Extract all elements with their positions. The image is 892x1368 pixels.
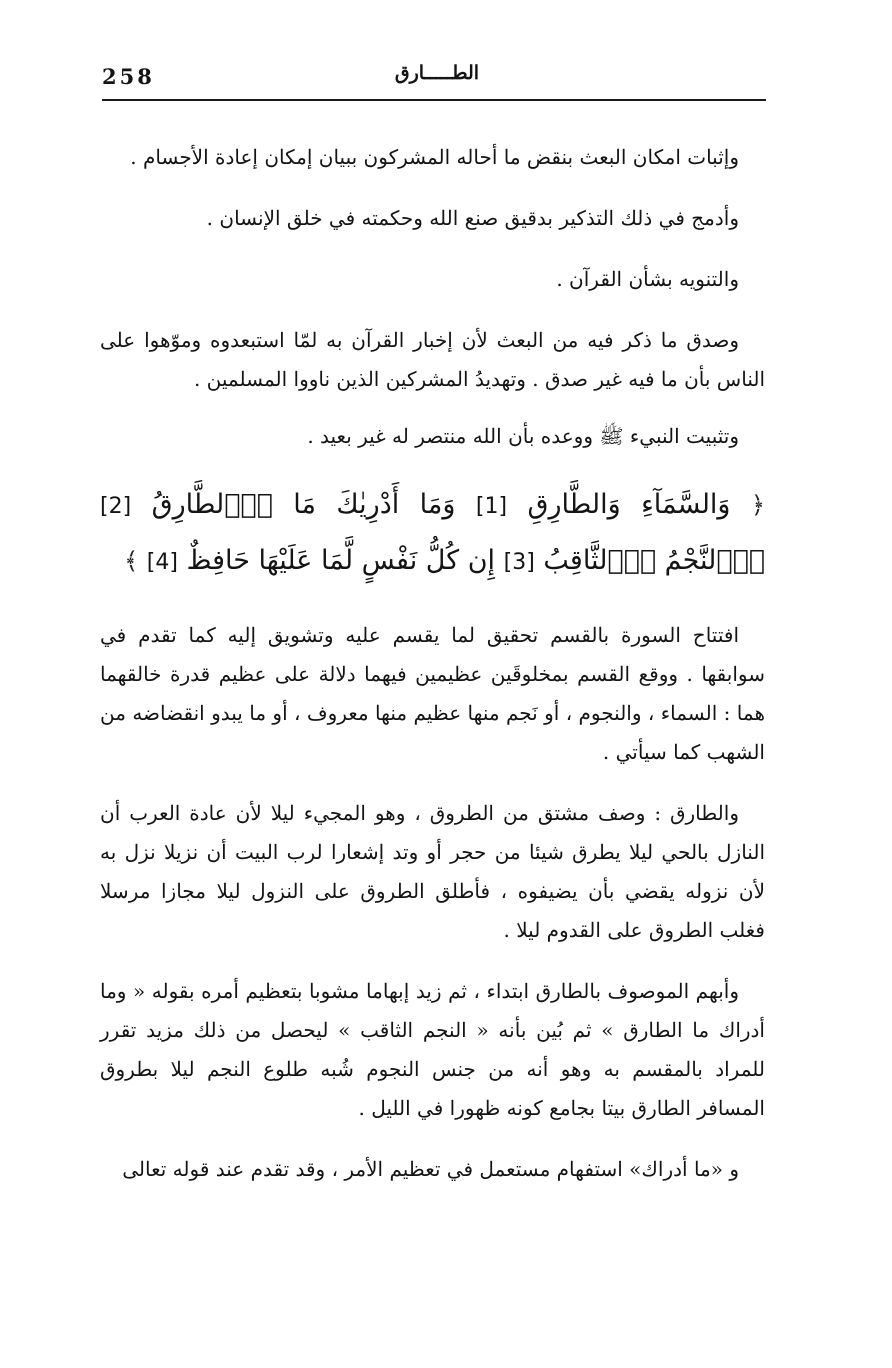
verse-text: إِن كُلُّ نَفْسٍ لَّمَا عَلَيْهَا حَافِظٌ xyxy=(186,545,496,576)
verse-number: [1] xyxy=(475,494,508,519)
intro-paragraph: وإثبات امكان البعث بنقض ما أحاله المشركون ببيان إمكان إعادة الأجسام . xyxy=(130,145,739,169)
page-body xyxy=(100,138,765,1189)
page-number: 258 xyxy=(102,64,155,89)
commentary-paragraph: افتتاح السورة بالقسم تحقيق لما يقسم عليه وتشويق إليه كما تقدم في سوابقها . ووقع القسم بمخلوقَين عظيمين فيهما دلالة على عظيم قدرة خالقهما هما : السماء ، والنجوم ، أو نَجم منها عظيم منها معروف ، أو ما يبدو انقضاضه من الشهب كما سيأتي . xyxy=(100,623,765,764)
verse-number: [4] xyxy=(146,550,178,575)
verse-number: [3] xyxy=(503,550,535,575)
intro-paragraph: وتثبيت النبيء ﷺ ووعده بأن الله منتصر له غير بعيد . xyxy=(307,424,739,448)
page-header xyxy=(102,58,766,96)
quran-verse-block xyxy=(100,478,765,590)
verse-open-ornament: ﴿ xyxy=(750,491,765,519)
intro-paragraph: وأدمج في ذلك التذكير بدقيق صنع الله وحكمته في خلق الإنسان . xyxy=(206,206,739,230)
verse-text: وَالسَّمَآءِ وَالطَّارِقِ xyxy=(527,489,731,520)
verse-number: [2] xyxy=(100,494,132,519)
intro-paragraph: والتنويه بشأن القرآن . xyxy=(556,267,739,291)
commentary-paragraph: و «ما أدراك» استفهام مستعمل في تعظيم الأمر ، وقد تقدم عند قوله تعالى xyxy=(122,1157,739,1181)
verse-close-ornament: ﴾ xyxy=(124,547,139,575)
commentary-paragraph: وأبهم الموصوف بالطارق ابتداء ، ثم زيد إبهاما مشوبا بتعظيم أمره بقوله « وما أدراك ما الطارق » ثم بُين بأنه « النجم الثاقب » ليحصل من ذلك مزيد تقرر للمراد بالمقسم به وهو أنه من جنس النجوم شُبه طلوع النجم ليلا بطروق المسافر الطارق بيتا بجامع كونه ظهورا في الليل . xyxy=(100,979,765,1120)
verse-text: وَمَا أَدْرِيٰكَ مَا اَ۬لطَّارِقُ xyxy=(151,489,456,520)
intro-paragraph: وصدق ما ذكر فيه من البعث لأن إخبار القرآن به لمّا استبعدوه وموّهوا على الناس بأن ما فيه غير صدق . وتهديدُ المشركين الذين ناووا المسلمين . xyxy=(100,328,765,391)
header-rule xyxy=(102,99,766,101)
running-title: الطـــــارق xyxy=(394,62,480,84)
commentary-paragraph: والطارق : وصف مشتق من الطروق ، وهو المجيء ليلا لأن عادة العرب أن النازل بالحي ليلا يطرق شيئا من حجر أو وتد إشعارا لرب البيت أن نزيلا نزل به لأن نزوله يقضي بأن يضيفوه ، فأطلق الطروق على النزول ليلا مجازا مرسلا فغلب الطروق على القدوم ليلا . xyxy=(100,801,765,942)
verse-text: اُ۬لنَّجْمُ اُ۬لثَّاقِبُ xyxy=(543,545,765,576)
